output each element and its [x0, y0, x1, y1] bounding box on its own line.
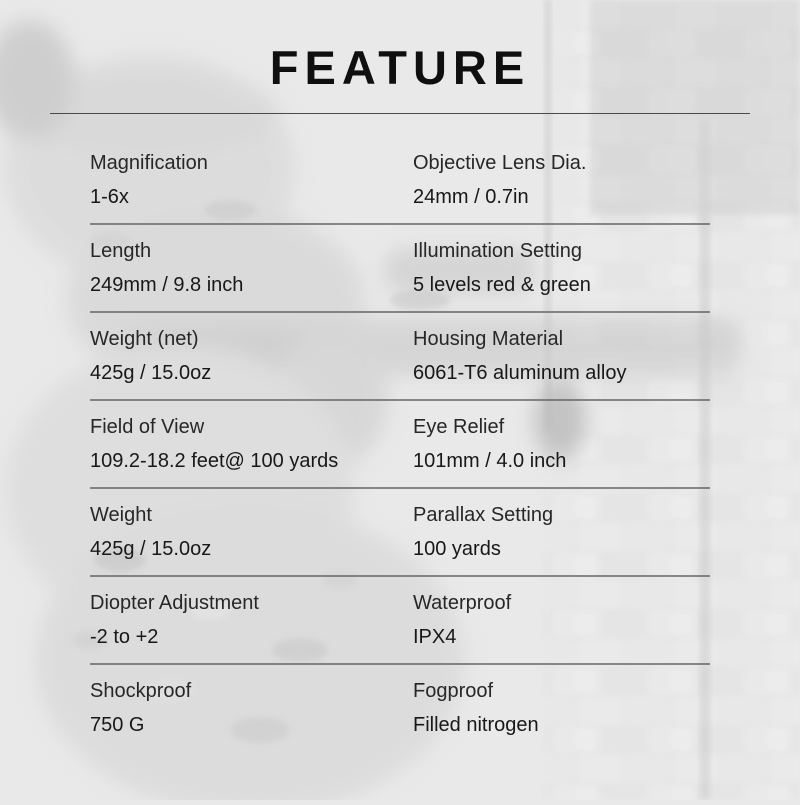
spec-value: -2 to +2 — [90, 626, 159, 648]
spec-row — [90, 225, 710, 313]
spec-value: 249mm / 9.8 inch — [90, 274, 244, 296]
spec-value: 109.2-18.2 feet@ 100 yards — [90, 450, 339, 472]
spec-cell — [413, 489, 710, 575]
spec-label: Eye Relief — [413, 416, 505, 438]
spec-label: Shockproof — [90, 680, 192, 702]
spec-cell — [413, 137, 710, 223]
spec-table — [90, 137, 710, 753]
spec-label: Diopter Adjustment — [90, 592, 259, 614]
spec-cell — [90, 313, 413, 399]
spec-label: Magnification — [90, 152, 208, 174]
title-underline — [50, 113, 750, 114]
spec-value: 1-6x — [90, 186, 129, 208]
spec-cell — [90, 401, 413, 487]
spec-row — [90, 665, 710, 753]
page-title: FEATURE — [269, 41, 531, 94]
spec-cell — [90, 665, 413, 753]
spec-label: Illumination Setting — [413, 240, 582, 262]
spec-value: 101mm / 4.0 inch — [413, 450, 567, 472]
spec-label: Weight (net) — [90, 328, 199, 350]
spec-value: 425g / 15.0oz — [90, 362, 212, 384]
spec-label: Parallax Setting — [413, 504, 554, 526]
spec-value: 425g / 15.0oz — [90, 538, 212, 560]
spec-value: 6061-T6 aluminum alloy — [413, 362, 627, 384]
spec-cell — [413, 225, 710, 311]
spec-label: Objective Lens Dia. — [413, 152, 587, 174]
spec-cell — [90, 489, 413, 575]
spec-value: 100 yards — [413, 538, 501, 560]
spec-value: 5 levels red & green — [413, 274, 591, 296]
spec-label: Housing Material — [413, 328, 564, 350]
spec-value: Filled nitrogen — [413, 714, 539, 736]
spec-cell — [413, 577, 710, 663]
spec-row — [90, 577, 710, 665]
spec-value: IPX4 — [413, 626, 457, 648]
spec-label: Waterproof — [413, 592, 512, 614]
spec-cell — [413, 313, 710, 399]
spec-cell — [90, 577, 413, 663]
spec-label: Weight — [90, 504, 152, 526]
spec-label: Length — [90, 240, 152, 262]
spec-row — [90, 137, 710, 225]
spec-label: Field of View — [90, 416, 205, 438]
spec-row — [90, 313, 710, 401]
spec-cell — [413, 665, 710, 753]
spec-value: 24mm / 0.7in — [413, 186, 529, 208]
spec-cell — [90, 137, 413, 223]
spec-cell — [413, 401, 710, 487]
spec-value: 750 G — [90, 714, 145, 736]
spec-row — [90, 489, 710, 577]
spec-cell — [90, 225, 413, 311]
spec-row — [90, 401, 710, 489]
spec-label: Fogproof — [413, 680, 494, 702]
